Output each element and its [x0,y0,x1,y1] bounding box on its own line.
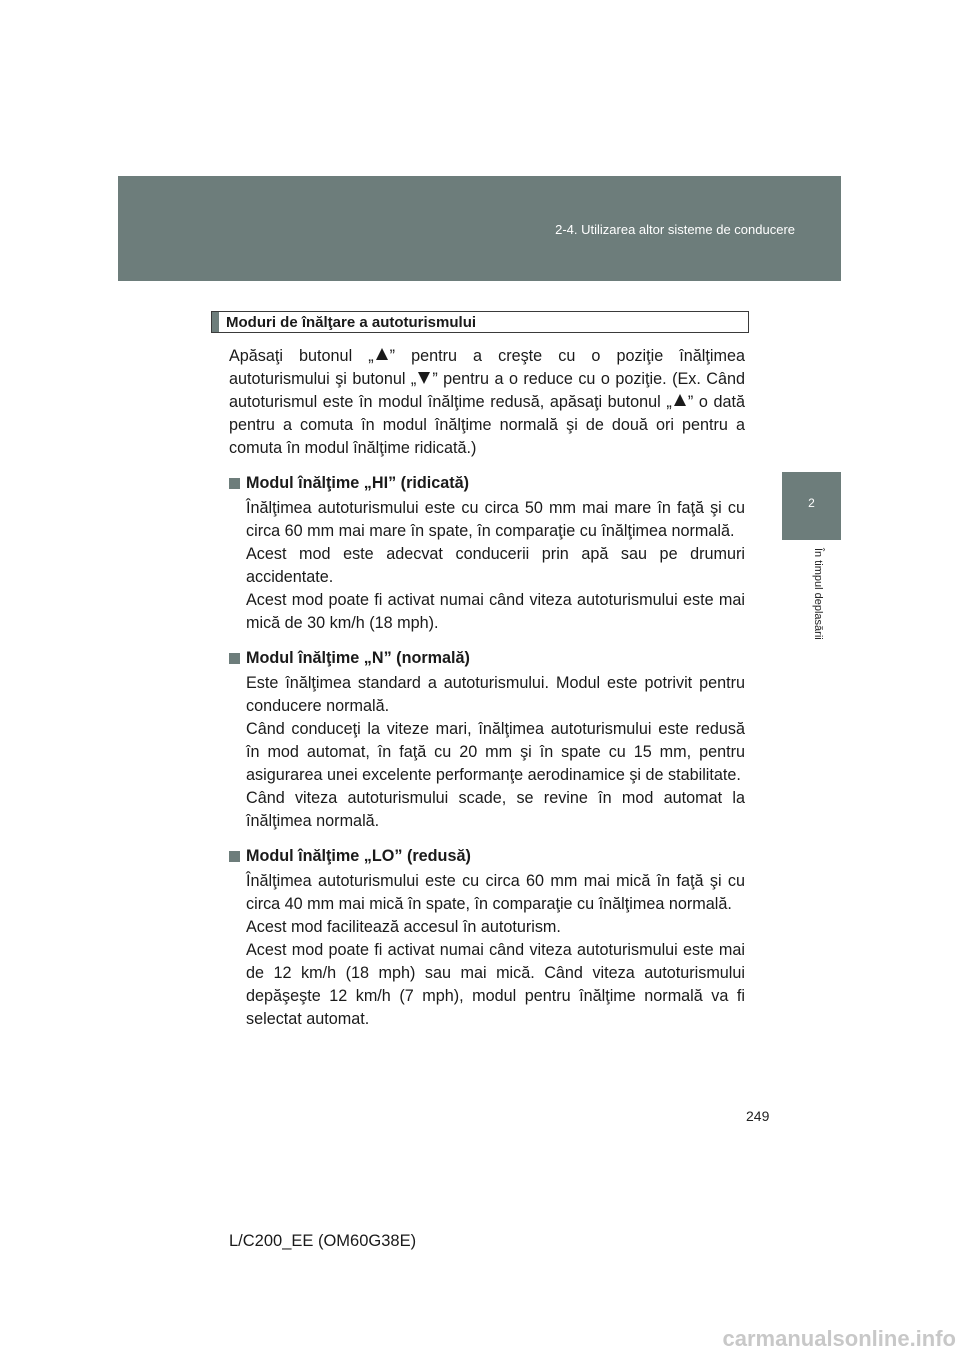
mode-line: Acest mod poate fi activat numai când viteza autoturismului este mai de 12 km/h (18 mph) sau mai mică. Când viteza autoturismului depăşeşte 12 km/h (7 mph), modul pentru înălţime normală va fi selectat automat. [246,941,745,1028]
mode-heading-hi [229,472,745,495]
intro-text-2: ” pentru a creşte cu o poziţie înălţimea autoturismului şi butonul „ [229,347,745,388]
mode-heading-n [229,647,745,670]
triangle-up-icon [376,348,388,360]
mode-line: Înălţimea autoturismului este cu circa 50 mm mai mare în faţă şi cu circa 60 mm mai mare în spate, în comparaţie cu înălţimea normală. [246,499,745,540]
mode-line: Acest mod este adecvat conducerii prin apă sau pe drumuri accidentate. [246,545,745,586]
section-title: Moduri de înălţare a autoturismului [226,314,477,331]
mode-heading-text: Modul înălţime „N” (normală) [246,649,470,667]
mode-line: Este înălţimea standard a autoturismului. Modul este potrivit pentru conducere normală. [246,674,745,715]
watermark: carmanualsonline.info [722,1326,956,1351]
section-path: 2-4. Utilizarea altor sisteme de conducere [555,222,795,237]
mode-line: Acest mod poate fi activat numai când viteza autoturismului este mai mică de 30 km/h (18 mph). [246,591,745,632]
page-number: 249 [746,1108,770,1124]
mode-body-n [246,672,745,833]
mode-body-lo [246,870,745,1031]
intro-text-3: ” pentru a o reduce cu o poziţie. (Ex. Când autoturismul este în modul înălţime redusă, apăsaţi butonul „ [229,370,745,411]
mode-line: Când conduceţi la viteze mari, înălţimea autoturismului este redusă în mod automat, în faţă cu 20 mm şi în spate cu 15 mm, pentru asigurarea unei excelente performanţe aerodinamice şi de stabilitate. [246,720,745,784]
mode-heading-text: Modul înălţime „HI” (ridicată) [246,474,470,492]
intro-paragraph [229,345,745,460]
triangle-up-icon [674,394,686,406]
header-band [118,176,841,281]
intro-text-4: ” o dată pentru a comuta în modul înălţime normală şi de două ori pentru a comuta în modul înălţime ridicată.) [229,393,745,457]
chapter-tab [782,472,841,540]
mode-heading-text: Modul înălţime „LO” (redusă) [246,847,471,865]
square-bullet-icon [229,653,240,664]
section-header [211,311,749,333]
intro-text-1: Apăsaţi butonul „ [229,347,374,365]
mode-heading-lo [229,845,745,868]
mode-line: Înălţimea autoturismului este cu circa 60 mm mai mică în faţă şi cu circa 40 mm mai mică în spate, în comparaţie cu înălţimea normală. [246,872,745,913]
square-bullet-icon [229,851,240,862]
square-bullet-icon [229,478,240,489]
section-marker [212,312,219,332]
mode-line: Acest mod facilitează accesul în autoturism. [246,918,561,936]
mode-body-hi [246,497,745,635]
chapter-label: În timpul deplasării [812,548,824,640]
mode-line: Când viteza autoturismului scade, se revine în mod automat la înălţimea normală. [246,789,745,830]
main-content [229,345,745,1043]
chapter-number: 2 [808,496,815,510]
document-code: L/C200_EE (OM60G38E) [229,1232,417,1250]
triangle-down-icon [418,372,430,384]
